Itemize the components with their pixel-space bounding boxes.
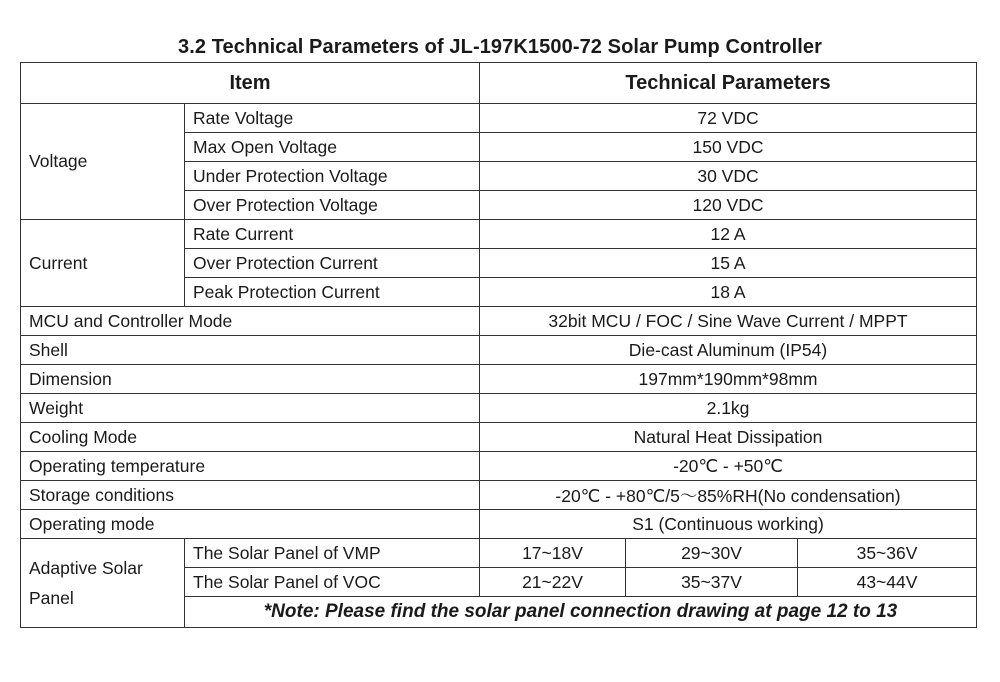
row-value: -20℃ - +50℃ [480, 452, 977, 481]
row-label: Peak Protection Current [185, 278, 480, 307]
row-value: 15 A [480, 249, 977, 278]
row-label: Operating mode [21, 510, 480, 539]
row-value: 150 VDC [480, 133, 977, 162]
row-label: Rate Current [185, 220, 480, 249]
row-value: 197mm*190mm*98mm [480, 365, 977, 394]
header-technical-parameters: Technical Parameters [480, 63, 977, 104]
header-item: Item [21, 63, 480, 104]
row-value: 29~30V [626, 539, 798, 568]
row-value: 18 A [480, 278, 977, 307]
row-value: 12 A [480, 220, 977, 249]
row-value: 32bit MCU / FOC / Sine Wave Current / MPPT [480, 307, 977, 336]
note-text: *Note: Please find the solar panel connection drawing at page 12 to 13 [185, 597, 977, 628]
row-value: 2.1kg [480, 394, 977, 423]
row-value: 17~18V [480, 539, 626, 568]
row-value: 30 VDC [480, 162, 977, 191]
table-row [21, 220, 977, 249]
technical-parameters-table [20, 62, 977, 628]
table-header-row [21, 63, 977, 104]
document-title: 3.2 Technical Parameters of JL-197K1500-72 Solar Pump Controller [177, 36, 823, 58]
row-label: Weight [21, 394, 480, 423]
row-label: Storage conditions [21, 481, 480, 510]
table-row [21, 104, 977, 133]
row-value: 35~36V [798, 539, 977, 568]
table-row [21, 365, 977, 394]
row-label: Cooling Mode [21, 423, 480, 452]
row-label: Operating temperature [21, 452, 480, 481]
row-label: Over Protection Voltage [185, 191, 480, 220]
table-row [21, 394, 977, 423]
row-value: 21~22V [480, 568, 626, 597]
row-label: Over Protection Current [185, 249, 480, 278]
row-value: 43~44V [798, 568, 977, 597]
row-label: The Solar Panel of VOC [185, 568, 480, 597]
row-label: Under Protection Voltage [185, 162, 480, 191]
group-label-voltage: Voltage [21, 104, 185, 220]
row-label: Shell [21, 336, 480, 365]
row-value: Natural Heat Dissipation [480, 423, 977, 452]
row-label: Rate Voltage [185, 104, 480, 133]
group-label-current: Current [21, 220, 185, 307]
row-label: The Solar Panel of VMP [185, 539, 480, 568]
row-value: Die-cast Aluminum (IP54) [480, 336, 977, 365]
group-label-adaptive-solar-panel: Adaptive Solar Panel [21, 539, 185, 628]
row-value: -20℃ - +80℃/5～85%RH(No condensation) [480, 481, 977, 510]
table-row [21, 336, 977, 365]
row-label: Dimension [21, 365, 480, 394]
row-value: 72 VDC [480, 104, 977, 133]
table-row [21, 539, 977, 568]
row-label: Max Open Voltage [185, 133, 480, 162]
table-row [21, 423, 977, 452]
table-row [21, 307, 977, 336]
table-row [21, 481, 977, 510]
row-value: 120 VDC [480, 191, 977, 220]
row-label: MCU and Controller Mode [21, 307, 480, 336]
row-value: S1 (Continuous working) [480, 510, 977, 539]
table-row [21, 452, 977, 481]
row-value: 35~37V [626, 568, 798, 597]
table-row [21, 510, 977, 539]
